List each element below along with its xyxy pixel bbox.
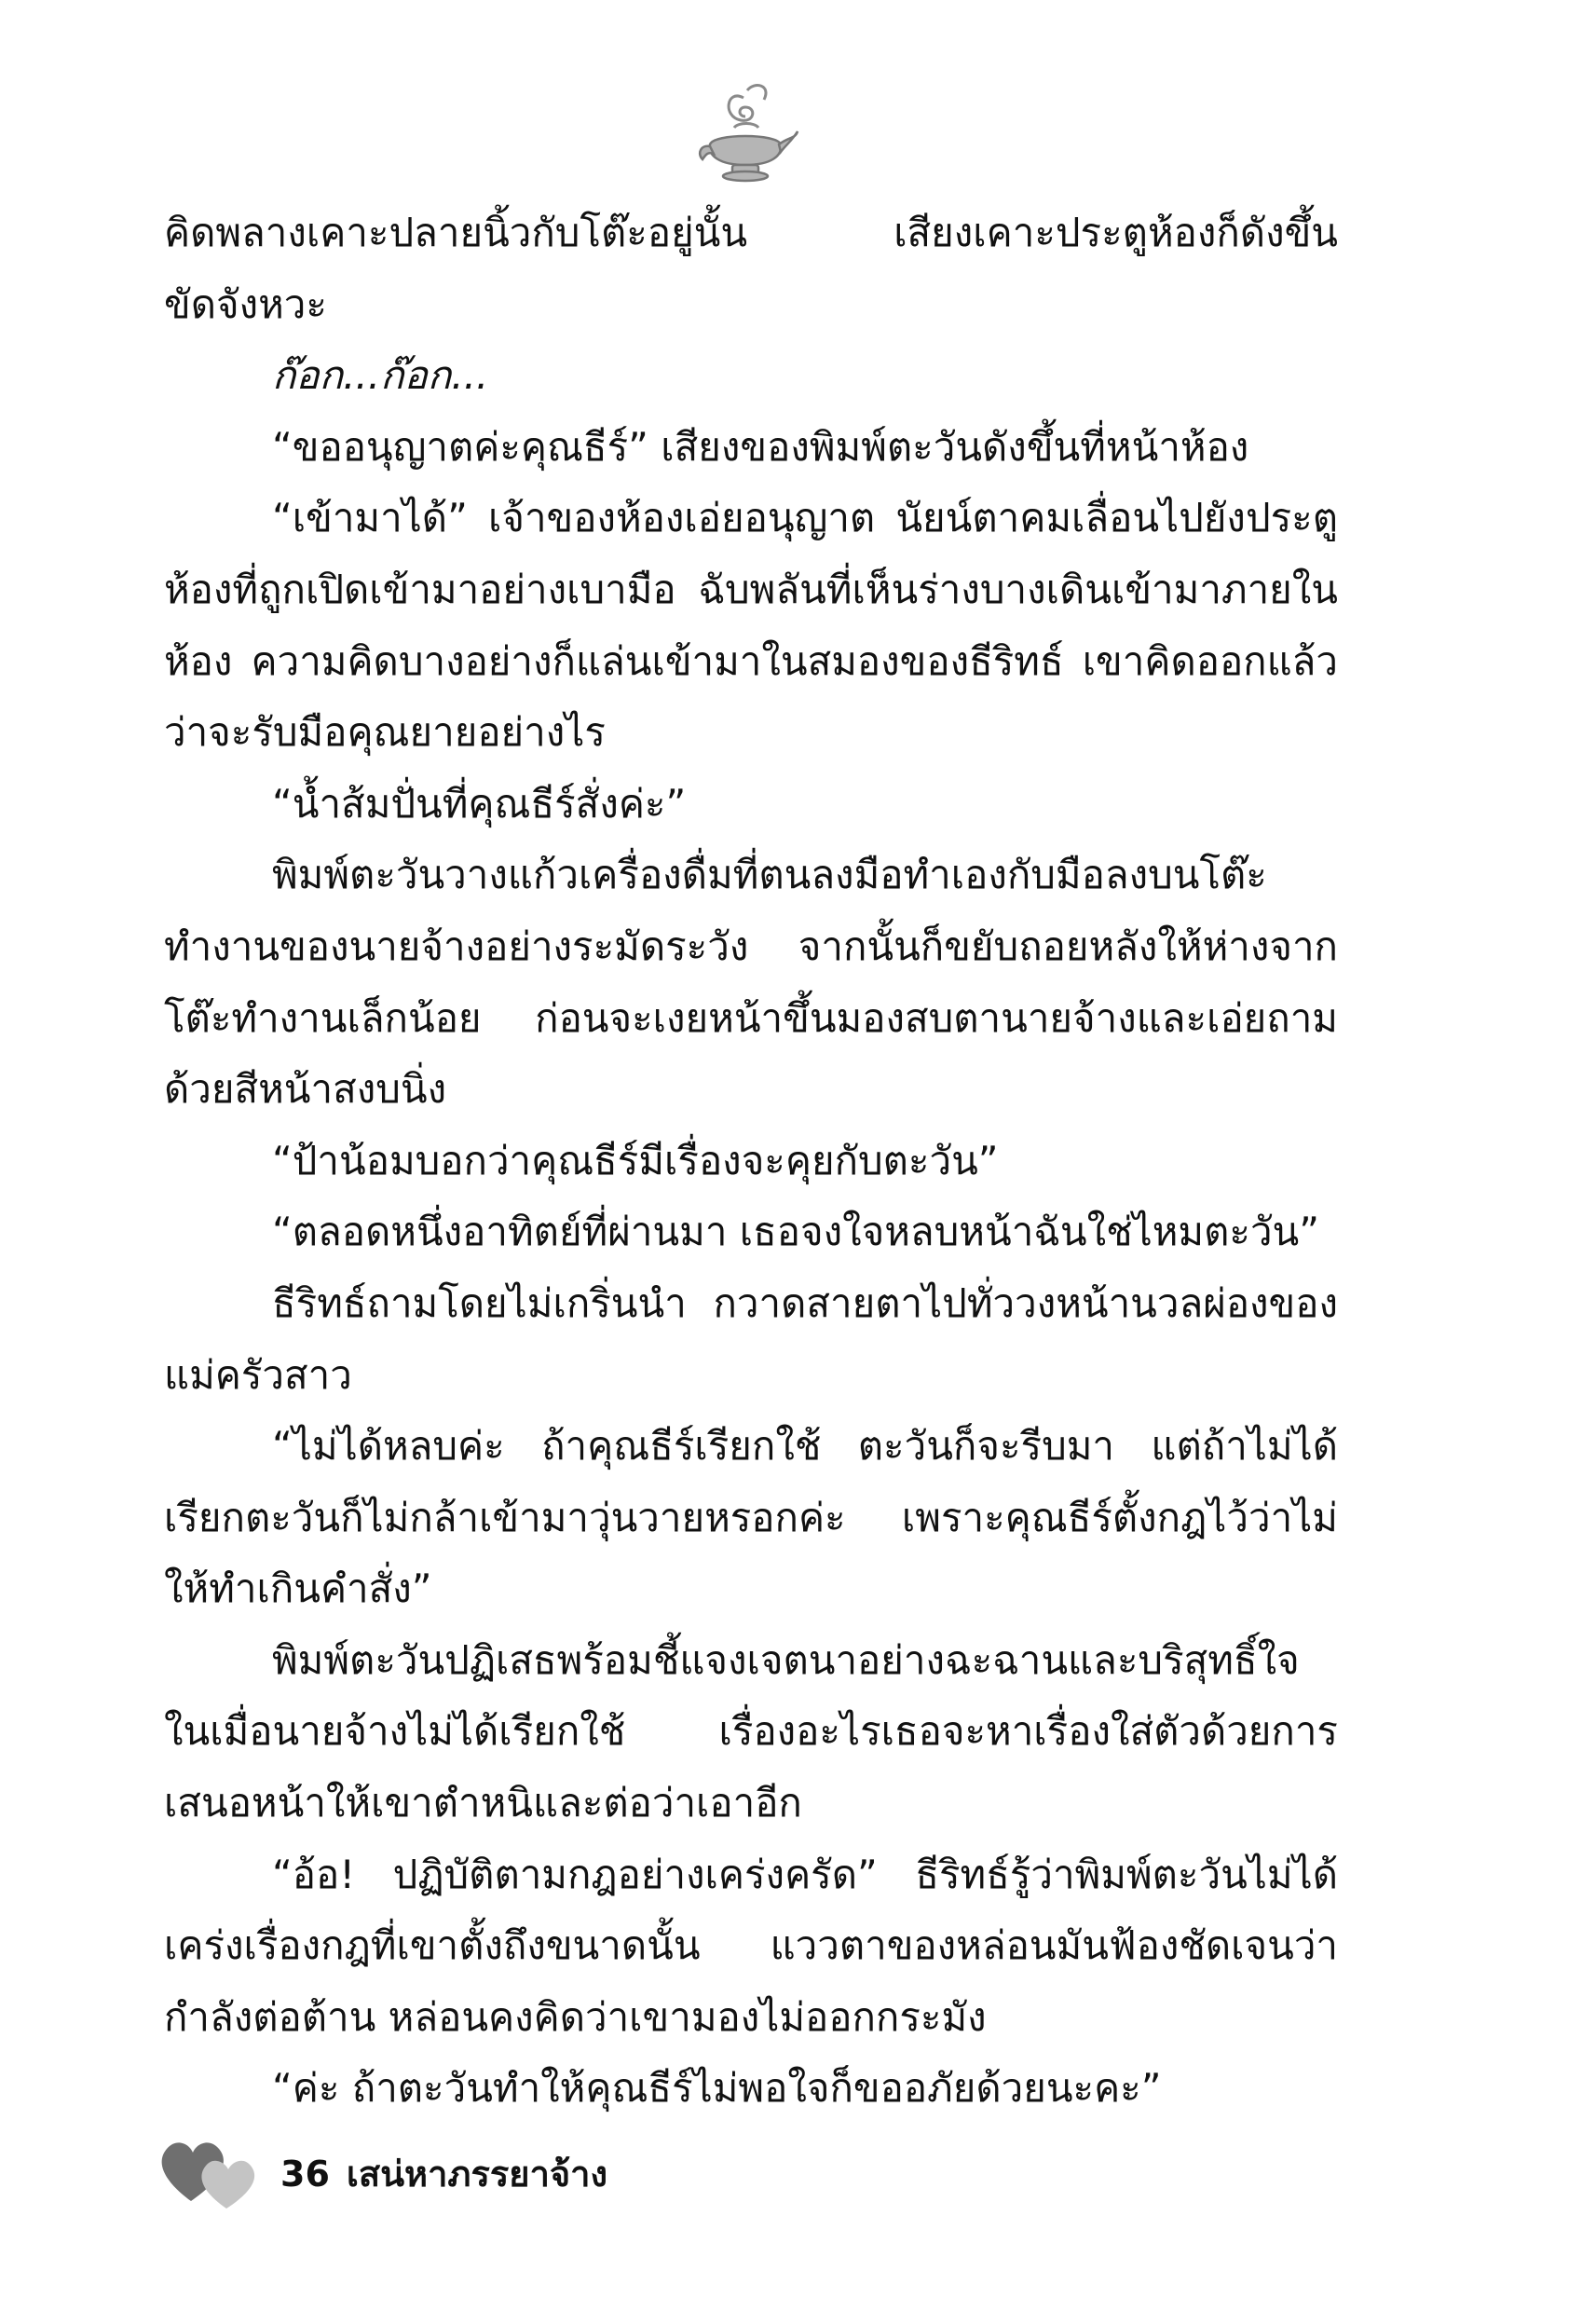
paragraph: “ขออนุญาตค่ะคุณธีร์” เสียงของพิมพ์ตะวันดังขึ้นที่หน้าห้อง <box>272 423 1249 470</box>
paragraph: “ตลอดหนึ่งอาทิตย์ที่ผ่านมา เธอจงใจหลบหน้าฉันใช่ไหมตะวัน” <box>272 1209 1319 1255</box>
paragraph: “อ้อ! ปฏิบัติตามกฎอย่างเคร่งครัด” ธีริทธ์รู้ว่าพิมพ์ตะวันไม่ได้เคร่งเรื่องกฎที่เขาตั้งถึงขนาดนั้น แววตาของหล่อนมันฟ้องชัดเจนว่ากำลังต่อต้าน หล่อนคงคิดว่าเขามองไม่ออกกระมัง <box>164 1851 1338 2040</box>
paragraph: พิมพ์ตะวันปฏิเสธพร้อมชี้แจงเจตนาอย่างฉะฉานและบริสุทธิ์ใจในเมื่อนายจ้างไม่ได้เรียกใช้ เรื่องอะไรเธอจะหาเรื่องใส่ตัวด้วยการเสนอหน้าให้เขาตำหนิและต่อว่าเอาอีก <box>164 1636 1338 1826</box>
paragraph: “น้ำส้มปั่นที่คุณธีร์สั่งค่ะ” <box>272 780 687 827</box>
hearts-icon <box>154 2125 266 2218</box>
genie-lamp-icon <box>689 79 801 191</box>
page-footer <box>154 2125 806 2227</box>
paragraph: “ไม่ได้หลบค่ะ ถ้าคุณธีร์เรียกใช้ ตะวันก็จะรีบมา แต่ถ้าไม่ได้เรียกตะวันก็ไม่กล้าเข้ามาวุ่นวายหรอกค่ะ เพราะคุณธีร์ตั้งกฎไว้ว่าไม่ให้ทำเกินคำสั่ง” <box>164 1423 1338 1612</box>
footer-caption <box>280 2145 624 2202</box>
paragraph: “ป้าน้อมบอกว่าคุณธีร์มีเรื่องจะคุยกับตะวัน” <box>272 1137 999 1183</box>
paragraph: ก๊อก...ก๊อก... <box>272 352 489 399</box>
paragraph: ธีริทธ์ถามโดยไม่เกริ่นนำ กวาดสายตาไปทั่ววงหน้านวลผ่องของแม่ครัวสาว <box>164 1279 1338 1398</box>
paragraph: พิมพ์ตะวันวางแก้วเครื่องดื่มที่ตนลงมือทำเองกับมือลงบนโต๊ะทำงานของนายจ้างอย่างระมัดระวัง จากนั้นก็ขยับถอยหลังให้ห่างจากโต๊ะทำงานเล็กน้อย ก่อนจะเงยหน้าขึ้นมองสบตานายจ้างและเอ่ยถามด้วยสีหน้าสงบนิ่ง <box>164 852 1338 1113</box>
paragraph: “ค่ะ ถ้าตะวันทำให้คุณธีร์ไม่พอใจก็ขออภัยด้วยนะคะ” <box>272 2065 1162 2112</box>
page-number: 36 <box>280 2154 330 2195</box>
book-title: เสน่หาภรรยาจ้าง <box>346 2154 608 2195</box>
paragraph: “เข้ามาได้” เจ้าของห้องเอ่ยอนุญาต นัยน์ตาคมเลื่อนไปยังประตูห้องที่ถูกเปิดเข้ามาอย่างเบามือ ฉับพลันที่เห็นร่างบางเดินเข้ามาภายในห้อง ความคิดบางอย่างก็แล่นเข้ามาในสมองของธีริทธ์ เขาคิดออกแล้วว่าจะรับมือคุณยายอย่างไร <box>164 495 1338 756</box>
body-text <box>164 198 1338 2125</box>
paragraph: คิดพลางเคาะปลายนิ้วกับโต๊ะอยู่นั้น เสียงเคาะประตูห้องก็ดังขึ้นขัดจังหวะ <box>164 210 1338 327</box>
